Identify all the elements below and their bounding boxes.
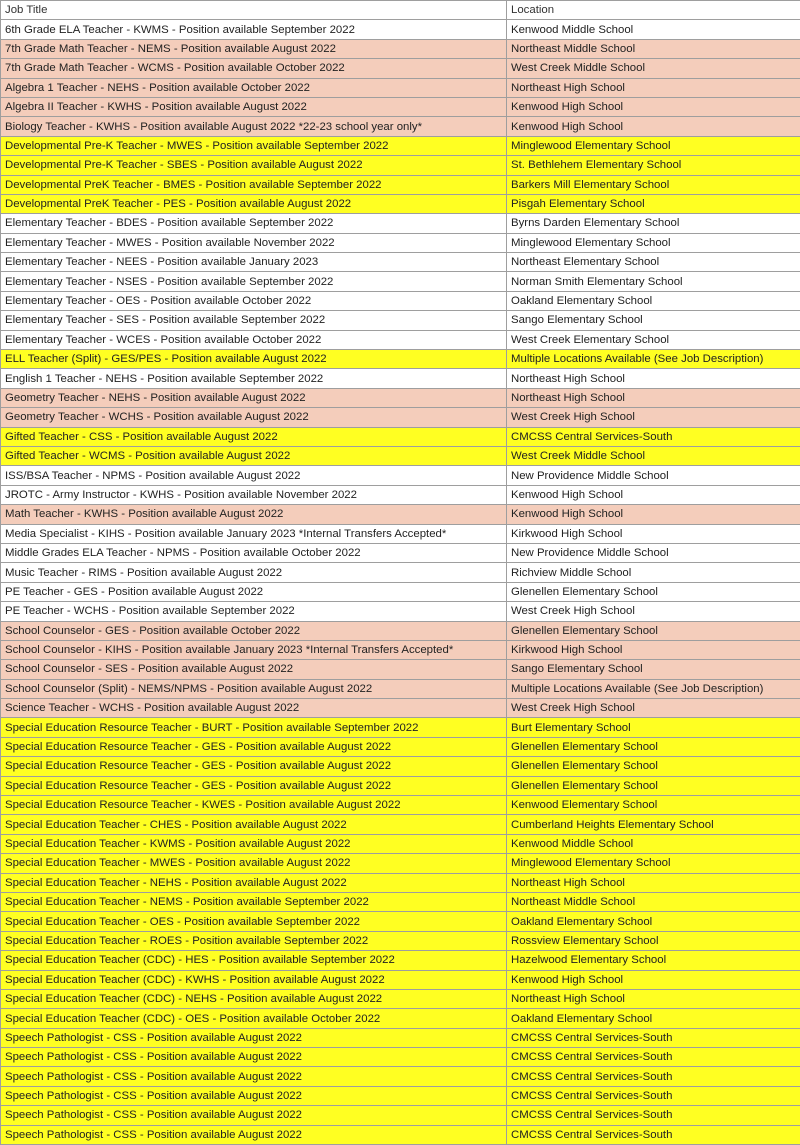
job-title-header: Job Title: [1, 1, 507, 20]
table-row: [1, 233, 800, 252]
location-cell: Minglewood Elementary School: [507, 233, 800, 252]
job-title-cell: Elementary Teacher - BDES - Position available September 2022: [1, 214, 507, 233]
job-title-cell: Special Education Teacher - NEHS - Position available August 2022: [1, 873, 507, 892]
table-row: [1, 912, 800, 931]
job-title-cell: English 1 Teacher - NEHS - Position available September 2022: [1, 369, 507, 388]
location-cell: Kenwood High School: [507, 117, 800, 136]
job-title-cell: Special Education Teacher - MWES - Position available August 2022: [1, 854, 507, 873]
job-title-cell: School Counselor - GES - Position available October 2022: [1, 621, 507, 640]
job-title-cell: Special Education Teacher (CDC) - KWHS - Position available August 2022: [1, 970, 507, 989]
location-cell: Kenwood High School: [507, 485, 800, 504]
table-row: [1, 427, 800, 446]
table-row: [1, 1106, 800, 1125]
table-row: [1, 834, 800, 853]
table-row: [1, 350, 800, 369]
job-title-cell: Special Education Teacher - KWMS - Position available August 2022: [1, 834, 507, 853]
job-title-cell: Music Teacher - RIMS - Position available August 2022: [1, 563, 507, 582]
table-row: [1, 388, 800, 407]
location-cell: Norman Smith Elementary School: [507, 272, 800, 291]
job-title-cell: Developmental PreK Teacher - BMES - Position available September 2022: [1, 175, 507, 194]
job-title-cell: ELL Teacher (Split) - GES/PES - Position available August 2022: [1, 350, 507, 369]
location-cell: West Creek High School: [507, 699, 800, 718]
location-cell: Pisgah Elementary School: [507, 194, 800, 213]
table-body: [1, 20, 800, 1145]
table-row: [1, 408, 800, 427]
table-row: [1, 39, 800, 58]
location-cell: Kenwood High School: [507, 970, 800, 989]
table-row: [1, 815, 800, 834]
location-cell: Sango Elementary School: [507, 660, 800, 679]
location-cell: Oakland Elementary School: [507, 912, 800, 931]
table-row: [1, 892, 800, 911]
table-row: [1, 970, 800, 989]
location-cell: Glenellen Elementary School: [507, 582, 800, 601]
job-title-cell: 7th Grade Math Teacher - NEMS - Position available August 2022: [1, 39, 507, 58]
location-cell: Oakland Elementary School: [507, 291, 800, 310]
location-cell: Northeast Middle School: [507, 892, 800, 911]
table-row: [1, 214, 800, 233]
job-title-cell: Biology Teacher - KWHS - Position available August 2022 *22-23 school year only*: [1, 117, 507, 136]
location-cell: Hazelwood Elementary School: [507, 951, 800, 970]
location-cell: Glenellen Elementary School: [507, 737, 800, 756]
job-title-cell: ISS/BSA Teacher - NPMS - Position available August 2022: [1, 466, 507, 485]
location-cell: Minglewood Elementary School: [507, 854, 800, 873]
job-title-cell: Speech Pathologist - CSS - Position available August 2022: [1, 1048, 507, 1067]
job-title-cell: Math Teacher - KWHS - Position available August 2022: [1, 505, 507, 524]
table-row: [1, 582, 800, 601]
location-cell: Glenellen Elementary School: [507, 757, 800, 776]
header-row: [1, 1, 800, 20]
job-title-cell: Elementary Teacher - WCES - Position available October 2022: [1, 330, 507, 349]
job-title-cell: School Counselor - SES - Position available August 2022: [1, 660, 507, 679]
job-title-cell: Speech Pathologist - CSS - Position available August 2022: [1, 1086, 507, 1105]
table-row: [1, 543, 800, 562]
table-row: [1, 640, 800, 659]
job-title-cell: Developmental PreK Teacher - PES - Position available August 2022: [1, 194, 507, 213]
job-title-cell: PE Teacher - GES - Position available August 2022: [1, 582, 507, 601]
location-cell: West Creek Middle School: [507, 446, 800, 465]
location-cell: Kenwood Middle School: [507, 834, 800, 853]
table-row: [1, 989, 800, 1008]
location-cell: Burt Elementary School: [507, 718, 800, 737]
table-row: [1, 485, 800, 504]
location-cell: Northeast High School: [507, 873, 800, 892]
job-title-cell: Special Education Teacher - CHES - Position available August 2022: [1, 815, 507, 834]
table-row: [1, 699, 800, 718]
table-row: [1, 156, 800, 175]
job-title-cell: Speech Pathologist - CSS - Position available August 2022: [1, 1106, 507, 1125]
table-row: [1, 1028, 800, 1047]
job-title-cell: Media Specialist - KIHS - Position available January 2023 *Internal Transfers Accepted*: [1, 524, 507, 543]
location-cell: Multiple Locations Available (See Job Description): [507, 679, 800, 698]
location-cell: Glenellen Elementary School: [507, 776, 800, 795]
job-title-cell: Geometry Teacher - WCHS - Position available August 2022: [1, 408, 507, 427]
location-cell: CMCSS Central Services-South: [507, 1028, 800, 1047]
table-row: [1, 291, 800, 310]
table-row: [1, 931, 800, 950]
job-title-cell: Special Education Teacher - NEMS - Position available September 2022: [1, 892, 507, 911]
table-row: [1, 563, 800, 582]
job-title-cell: Developmental Pre-K Teacher - MWES - Position available September 2022: [1, 136, 507, 155]
job-title-cell: Algebra 1 Teacher - NEHS - Position available October 2022: [1, 78, 507, 97]
location-cell: Kenwood High School: [507, 97, 800, 116]
location-cell: Cumberland Heights Elementary School: [507, 815, 800, 834]
table-row: [1, 446, 800, 465]
job-title-cell: Elementary Teacher - NSES - Position available September 2022: [1, 272, 507, 291]
table-row: [1, 757, 800, 776]
table-row: [1, 1048, 800, 1067]
table-row: [1, 737, 800, 756]
job-title-cell: Speech Pathologist - CSS - Position available August 2022: [1, 1028, 507, 1047]
table-row: [1, 505, 800, 524]
job-title-cell: Special Education Teacher - OES - Position available September 2022: [1, 912, 507, 931]
job-title-cell: Elementary Teacher - SES - Position available September 2022: [1, 311, 507, 330]
table-row: [1, 776, 800, 795]
job-title-cell: 7th Grade Math Teacher - WCMS - Position available October 2022: [1, 59, 507, 78]
table-row: [1, 854, 800, 873]
job-title-cell: Science Teacher - WCHS - Position available August 2022: [1, 699, 507, 718]
job-title-cell: Special Education Teacher - ROES - Position available September 2022: [1, 931, 507, 950]
job-title-cell: Special Education Resource Teacher - KWES - Position available August 2022: [1, 796, 507, 815]
location-cell: Glenellen Elementary School: [507, 621, 800, 640]
location-cell: Minglewood Elementary School: [507, 136, 800, 155]
location-cell: Kenwood Elementary School: [507, 796, 800, 815]
table-row: [1, 1009, 800, 1028]
location-cell: New Providence Middle School: [507, 543, 800, 562]
job-title-cell: Algebra II Teacher - KWHS - Position available August 2022: [1, 97, 507, 116]
location-cell: CMCSS Central Services-South: [507, 1048, 800, 1067]
location-cell: Oakland Elementary School: [507, 1009, 800, 1028]
location-cell: Byrns Darden Elementary School: [507, 214, 800, 233]
location-cell: Northeast High School: [507, 369, 800, 388]
table-header: [1, 1, 800, 20]
location-cell: West Creek High School: [507, 602, 800, 621]
job-title-cell: Special Education Resource Teacher - GES - Position available August 2022: [1, 757, 507, 776]
table-row: [1, 873, 800, 892]
table-row: [1, 951, 800, 970]
location-cell: Northeast Middle School: [507, 39, 800, 58]
job-title-cell: 6th Grade ELA Teacher - KWMS - Position available September 2022: [1, 20, 507, 39]
table-row: [1, 59, 800, 78]
location-cell: Barkers Mill Elementary School: [507, 175, 800, 194]
job-title-cell: Speech Pathologist - CSS - Position available August 2022: [1, 1125, 507, 1144]
job-title-cell: Special Education Resource Teacher - GES - Position available August 2022: [1, 776, 507, 795]
location-cell: CMCSS Central Services-South: [507, 427, 800, 446]
location-cell: Kenwood Middle School: [507, 20, 800, 39]
table-row: [1, 679, 800, 698]
location-cell: Kirkwood High School: [507, 640, 800, 659]
table-row: [1, 1086, 800, 1105]
table-row: [1, 330, 800, 349]
job-title-cell: Special Education Teacher (CDC) - OES - Position available October 2022: [1, 1009, 507, 1028]
table-row: [1, 796, 800, 815]
table-row: [1, 20, 800, 39]
location-cell: CMCSS Central Services-South: [507, 1086, 800, 1105]
table-row: [1, 1067, 800, 1086]
table-row: [1, 718, 800, 737]
location-cell: Sango Elementary School: [507, 311, 800, 330]
location-cell: CMCSS Central Services-South: [507, 1067, 800, 1086]
table-row: [1, 660, 800, 679]
location-cell: West Creek Middle School: [507, 59, 800, 78]
location-header: Location: [507, 1, 800, 20]
job-title-cell: PE Teacher - WCHS - Position available September 2022: [1, 602, 507, 621]
job-title-cell: Special Education Teacher (CDC) - NEHS - Position available August 2022: [1, 989, 507, 1008]
location-cell: Northeast Elementary School: [507, 253, 800, 272]
location-cell: Richview Middle School: [507, 563, 800, 582]
table-row: [1, 97, 800, 116]
job-title-cell: Speech Pathologist - CSS - Position available August 2022: [1, 1067, 507, 1086]
table-row: [1, 194, 800, 213]
job-title-cell: Geometry Teacher - NEHS - Position available August 2022: [1, 388, 507, 407]
location-cell: CMCSS Central Services-South: [507, 1125, 800, 1144]
location-cell: St. Bethlehem Elementary School: [507, 156, 800, 175]
job-title-cell: School Counselor (Split) - NEMS/NPMS - Position available August 2022: [1, 679, 507, 698]
job-title-cell: Middle Grades ELA Teacher - NPMS - Position available October 2022: [1, 543, 507, 562]
job-title-cell: Special Education Resource Teacher - BURT - Position available September 2022: [1, 718, 507, 737]
job-title-cell: Elementary Teacher - OES - Position available October 2022: [1, 291, 507, 310]
job-title-cell: Gifted Teacher - CSS - Position available August 2022: [1, 427, 507, 446]
job-title-cell: Developmental Pre-K Teacher - SBES - Position available August 2022: [1, 156, 507, 175]
location-cell: New Providence Middle School: [507, 466, 800, 485]
table-row: [1, 117, 800, 136]
location-cell: Northeast High School: [507, 388, 800, 407]
location-cell: Kirkwood High School: [507, 524, 800, 543]
table-row: [1, 78, 800, 97]
table-row: [1, 602, 800, 621]
table-row: [1, 311, 800, 330]
table-row: [1, 621, 800, 640]
location-cell: Northeast High School: [507, 989, 800, 1008]
location-cell: Rossview Elementary School: [507, 931, 800, 950]
job-title-cell: Special Education Teacher (CDC) - HES - Position available September 2022: [1, 951, 507, 970]
location-cell: Northeast High School: [507, 78, 800, 97]
location-cell: West Creek Elementary School: [507, 330, 800, 349]
job-title-cell: Elementary Teacher - NEES - Position available January 2023: [1, 253, 507, 272]
table-row: [1, 175, 800, 194]
job-title-cell: Special Education Resource Teacher - GES - Position available August 2022: [1, 737, 507, 756]
location-cell: West Creek High School: [507, 408, 800, 427]
table-row: [1, 253, 800, 272]
job-title-cell: JROTC - Army Instructor - KWHS - Position available November 2022: [1, 485, 507, 504]
location-cell: CMCSS Central Services-South: [507, 1106, 800, 1125]
job-title-cell: Elementary Teacher - MWES - Position available November 2022: [1, 233, 507, 252]
location-cell: Kenwood High School: [507, 505, 800, 524]
table-row: [1, 369, 800, 388]
table-row: [1, 272, 800, 291]
table-row: [1, 466, 800, 485]
location-cell: Multiple Locations Available (See Job Description): [507, 350, 800, 369]
job-title-cell: School Counselor - KIHS - Position available January 2023 *Internal Transfers Accepted*: [1, 640, 507, 659]
table-row: [1, 524, 800, 543]
job-title-cell: Gifted Teacher - WCMS - Position available August 2022: [1, 446, 507, 465]
table-row: [1, 136, 800, 155]
